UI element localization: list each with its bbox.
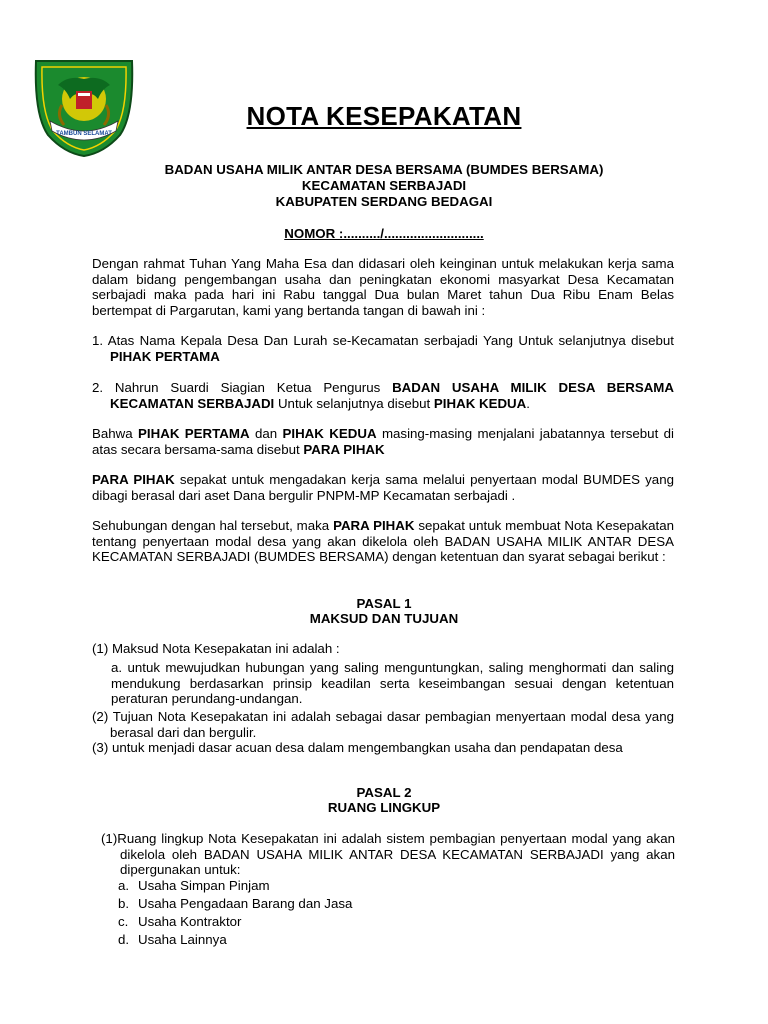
sehubungan-paragraph [92,518,674,565]
logo-ribbon-text: TAMBUN SELAMAT [56,131,112,137]
pasal-2-point-1: (1)Ruang lingkup Nota Kesepakatan ini adalah sistem pembagian penyertaan modal yang akan dikelola oleh BADAN USAHA MILIK ANTAR DESA KECAMATAN SERBAJADI yang akan dipergunakan untuk: [101,831,675,878]
pasal-2-title: RUANG LINGKUP [327,800,441,815]
list-item-d-marker: d. [118,932,130,947]
list-item-a-marker: a. [118,878,130,893]
para-pihak-paragraph [92,472,674,503]
party-item-2-bold-b: PIHAK KEDUA [433,395,527,411]
para-pihak-t1: sepakat untuk mengadakan kerja sama melalui penyertaan modal BUMDES yang dibagi berasal dari aset Dana bergulir PNPM-MP Kecamatan serbajadi . [92,472,674,503]
list-item-a [118,878,270,894]
pasal-1-point-1: (1) Maksud Nota Kesepakatan ini adalah : [92,641,340,656]
bahwa-t2: dan [249,426,283,441]
document-title: NOTA KESEPAKATAN [246,101,522,131]
party-item-1-text: 1. Atas Nama Kepala Desa Dan Lurah se-Kecamatan serbajadi Yang Untuk selanjutnya disebut [92,333,674,348]
party-item-2-text-c: . [526,395,530,411]
list-item-c [118,914,241,930]
list-item-d-text: Usaha Lainnya [138,932,227,947]
list-item-b-text: Usaha Pengadaan Barang dan Jasa [138,896,353,911]
header-line-3: KABUPATEN SERDANG BEDAGAI [275,194,493,209]
list-item-c-marker: c. [118,914,129,929]
party-item-2-text-a: 2. Nahrun Suardi Siagian Ketua Pengurus [92,380,393,395]
bahwa-t1: Bahwa [92,426,139,441]
pasal-1-title: MAKSUD DAN TUJUAN [309,611,459,626]
party-item-1-bold: PIHAK PERTAMA [110,348,220,364]
bahwa-b2: PIHAK KEDUA [282,426,377,441]
pasal-2-number: PASAL 2 [356,785,412,800]
sehubungan-t1: Sehubungan dengan hal tersebut, maka [92,518,334,533]
pasal-1-point-1a: a. untuk mewujudkan hubungan yang saling menguntungkan, saling menghormati dan saling mendukung berdasarkan prinsip keadilan serta keseimbangan sesuai dengan ketentuan peraturan perundang-undangan. [111,660,674,707]
bahwa-b3: PARA PIHAK [303,441,385,457]
para-pihak-b1: PARA PIHAK [92,472,175,487]
sehubungan-t2: sepakat untuk membuat Nota Kesepakatan tentang penyertaan modal desa yang akan dikelola oleh BADAN USAHA MILIK ANTAR DESA KECAMATAN SERBAJADI (BUMDES BERSAMA) dengan ketentuan dan syarat sebagai berikut : [92,518,674,565]
nomor-line [0,226,768,242]
bahwa-paragraph [92,426,674,457]
pasal-1-point-3: (3) untuk menjadi dasar acuan desa dalam mengembangkan usaha dan pendapatan desa [92,740,623,755]
list-item-d [118,932,227,948]
header-line-2: KECAMATAN SERBAJADI [301,178,467,193]
party-item-2-text-b: Untuk selanjutnya disebut [274,395,434,411]
bahwa-t3: masing-masing menjalani jabatannya tersebut di atas secara bersama-sama disebut [92,426,674,457]
sehubungan-b1: PARA PIHAK [333,518,415,533]
party-item-1 [92,333,674,364]
header-line-1: BADAN USAHA MILIK ANTAR DESA BERSAMA (BUMDES BERSAMA) [164,162,604,177]
list-item-a-text: Usaha Simpan Pinjam [138,878,270,893]
pasal-1-number: PASAL 1 [356,596,412,611]
list-item-c-text: Usaha Kontraktor [138,914,242,929]
nomor-text: NOMOR :........../........................... [284,226,484,241]
list-item-b-marker: b. [118,896,130,911]
bahwa-b1: PIHAK PERTAMA [138,426,250,441]
pasal-1-point-2: (2) Tujuan Nota Kesepakatan ini adalah sebagai dasar pembagian menyertaan modal desa yang berasal dari dan bergulir. [92,709,674,740]
party-item-2 [92,380,674,411]
party-item-2-bold-a: BADAN USAHA MILIK DESA BERSAMA KECAMATAN SERBAJADI [110,380,674,411]
intro-paragraph: Dengan rahmat Tuhan Yang Maha Esa dan didasari oleh keinginan untuk melakukan kerja sama dalam bidang pengembangan usaha dan peningkatan ekonomi masyarkat Desa Kecamatan serbajadi maka pada hari ini Rabu tanggal Dua bulan Maret tahun Dua Ribu Enam Belas bertempat di Pargarutan, kami yang bertanda tangan di bawah ini : [92,256,674,318]
list-item-b [118,896,352,912]
